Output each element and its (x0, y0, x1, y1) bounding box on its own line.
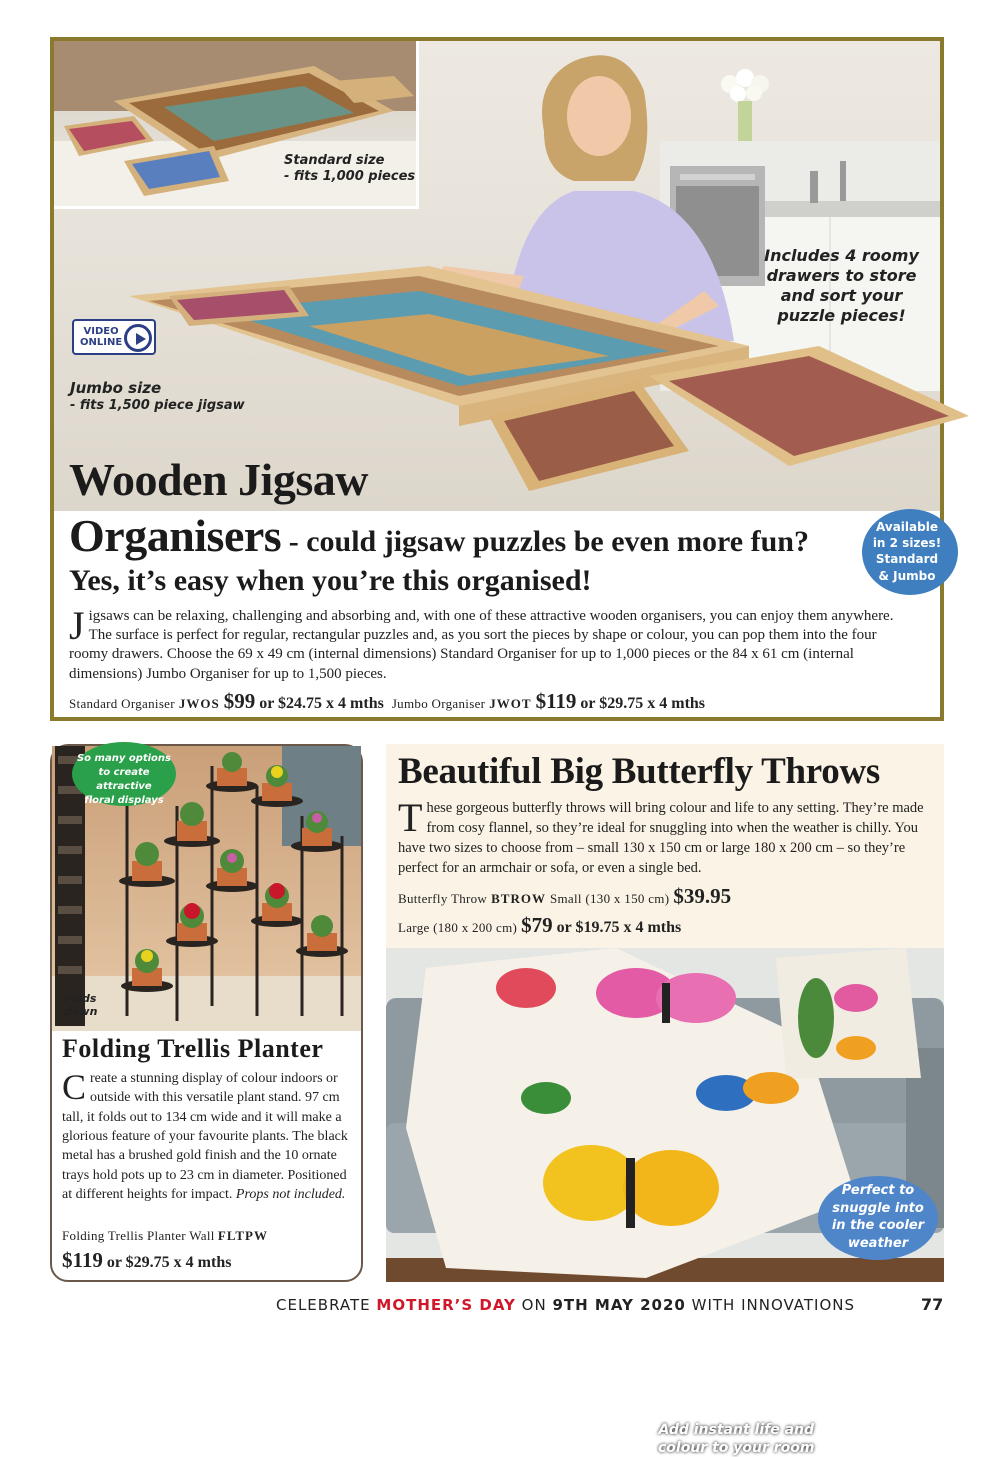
snuggle-badge-line1: Perfect to (841, 1183, 915, 1198)
drawers-caption-line4: puzzle pieces! (777, 306, 906, 325)
trellis-badge-line3: floral displays (84, 795, 164, 806)
butterfly-large-label: Large (180 x 200 cm) (398, 920, 518, 935)
jumbo-price-label: Jumbo Organiser (391, 696, 486, 711)
butterfly-caption-line1: Add instant life and (658, 1422, 815, 1438)
video-label-line1: VIDEO (83, 326, 119, 337)
folds-caption-line2: down (64, 1005, 98, 1019)
jigsaw-subtitle: Yes, it’s easy when you’re this organised! (69, 564, 592, 597)
jumbo-size-caption-line1: Jumbo size (70, 379, 162, 397)
butterfly-large-price-terms: or $19.75 x 4 mths (552, 919, 682, 936)
standard-size-caption-line1: Standard size (284, 153, 385, 168)
trellis-price-label: Folding Trellis Planter Wall (62, 1228, 215, 1243)
snuggle-badge-line3: in the cooler (831, 1218, 925, 1234)
trellis-description (62, 1069, 354, 1204)
jigsaw-description-text: igsaws can be relaxing, challenging and absorbing and, with one of these attractive wooden organisers, you can enjoy them anywhere. The surface is perfect for regular, rectangular puzzles and, as you sort the pieces by shape or colour, you can pop them into the four roomy drawers. Choose the 69 x 49 cm (internal dimensions) Standard Organiser for up to 1,000 pieces or the 84 x 61 cm (internal dimensions) Jumbo Organiser for up to 1,500 pieces. (69, 608, 894, 682)
butterfly-small-label: Small (130 x 150 cm) (549, 891, 670, 906)
jigsaw-title-tagline: - could jigsaw puzzles be even more fun? (281, 525, 809, 558)
standard-price: $99 (223, 689, 256, 713)
footer-date: 9TH MAY 2020 (552, 1296, 686, 1314)
trellis-price-line (62, 1248, 231, 1273)
footer-text-1: CELEBRATE (276, 1296, 377, 1314)
available-badge-line2: in 2 sizes! (872, 536, 942, 551)
standard-price-label: Standard Organiser (69, 696, 175, 711)
jumbo-price-terms: or $29.75 x 4 mths (576, 695, 706, 712)
footer-mothers-day: MOTHER’S DAY (376, 1296, 516, 1314)
trellis-price-terms: or $29.75 x 4 mths (102, 1254, 232, 1271)
butterfly-large-price: $79 (521, 913, 553, 937)
trellis-sku-line (62, 1228, 268, 1244)
trellis-description-text: reate a stunning display of colour indoors or outside with this versatile plant stand. 97 cm tall, it folds out to 134 cm wide and it will make a glorious feature of your favourite plants. The black metal has a brushed gold finish and the 10 ornate trays hold pots up to 23 cm in diameter. Positioned at different heights for impact. (62, 1071, 348, 1202)
drawers-caption-line3: and sort your (780, 286, 903, 305)
jigsaw-dropcap: J (69, 603, 85, 648)
butterfly-sku: BTROW (491, 891, 546, 906)
footer-text-2: ON (515, 1296, 553, 1314)
jigsaw-organiser-ad (50, 37, 944, 721)
page-number: 77 (921, 1295, 944, 1314)
trellis-badge-line2: to create attractive (96, 767, 152, 792)
butterfly-price-label: Butterfly Throw (398, 891, 488, 906)
jigsaw-title-product: Organisers (69, 510, 282, 561)
standard-price-terms: or $24.75 x 4 mths (255, 695, 384, 712)
standard-size-caption-line2: - fits 1,000 pieces (284, 169, 416, 185)
jumbo-size-caption (70, 379, 245, 414)
jigsaw-title-line1: Wooden Jigsaw (69, 454, 368, 505)
available-badge-line3: Standard (875, 552, 939, 567)
trellis-sku: FLTPW (217, 1228, 268, 1243)
available-badge-line1: Available (876, 520, 938, 534)
video-online-button[interactable] (72, 319, 156, 355)
butterfly-small-price-line (398, 884, 731, 909)
snuggle-badge (818, 1176, 938, 1260)
trellis-planter-ad (50, 744, 363, 1282)
butterfly-description (398, 795, 938, 878)
jumbo-size-caption-line2: - fits 1,500 piece jigsaw (70, 397, 245, 413)
drawers-caption (744, 246, 939, 326)
jigsaw-price-line (69, 689, 705, 714)
folds-caption-line1: Folds (64, 992, 97, 1005)
snuggle-badge-line4: weather (847, 1235, 909, 1251)
play-icon[interactable] (124, 324, 152, 352)
jigsaw-description (69, 603, 899, 684)
jigsaw-product-photo (54, 41, 940, 511)
trellis-badge-line1: So many options (76, 753, 172, 764)
standard-size-caption (284, 153, 415, 186)
jumbo-price: $119 (535, 689, 577, 713)
trellis-price: $119 (62, 1248, 103, 1272)
footer-text-3: WITH INNOVATIONS (685, 1296, 856, 1314)
standard-sku: JWOS (178, 696, 220, 711)
floral-displays-badge (72, 742, 176, 806)
trellis-dropcap: C (62, 1067, 87, 1107)
drawers-caption-line2: drawers to store (766, 266, 917, 285)
butterfly-description-text: hese gorgeous butterfly throws will bring colour and life to any setting. They’re made from cosy flannel, so they’re ideal for snuggling into when the weather is chilly. You have two sizes to choose from – small 130 x 150 cm or large 180 x 200 cm – so they’re perfect for an armchair or sofa, or even a single bed. (398, 800, 924, 876)
available-badge-line4: & Jumbo (878, 568, 936, 583)
butterfly-title: Beautiful Big Butterfly Throws (398, 751, 880, 792)
page-footer (276, 1296, 855, 1314)
butterfly-dropcap: T (398, 795, 423, 840)
trellis-title: Folding Trellis Planter (62, 1034, 324, 1063)
snuggle-badge-line2: snuggle into (832, 1200, 924, 1216)
video-label-line2: ONLINE (80, 337, 123, 348)
jigsaw-title-line2 (69, 509, 809, 562)
trellis-product-photo (52, 746, 361, 1031)
butterfly-caption (658, 1421, 814, 1457)
trellis-props-note: Props not included. (235, 1186, 346, 1202)
butterfly-large-price-line (398, 913, 681, 938)
available-sizes-badge (862, 509, 958, 595)
butterfly-small-price: $39.95 (673, 884, 732, 908)
jumbo-sku: JWOT (489, 696, 532, 711)
folds-down-caption (64, 992, 97, 1018)
butterfly-caption-line2: colour to your room (658, 1440, 815, 1457)
drawers-caption-line1: Includes 4 roomy (764, 246, 919, 265)
